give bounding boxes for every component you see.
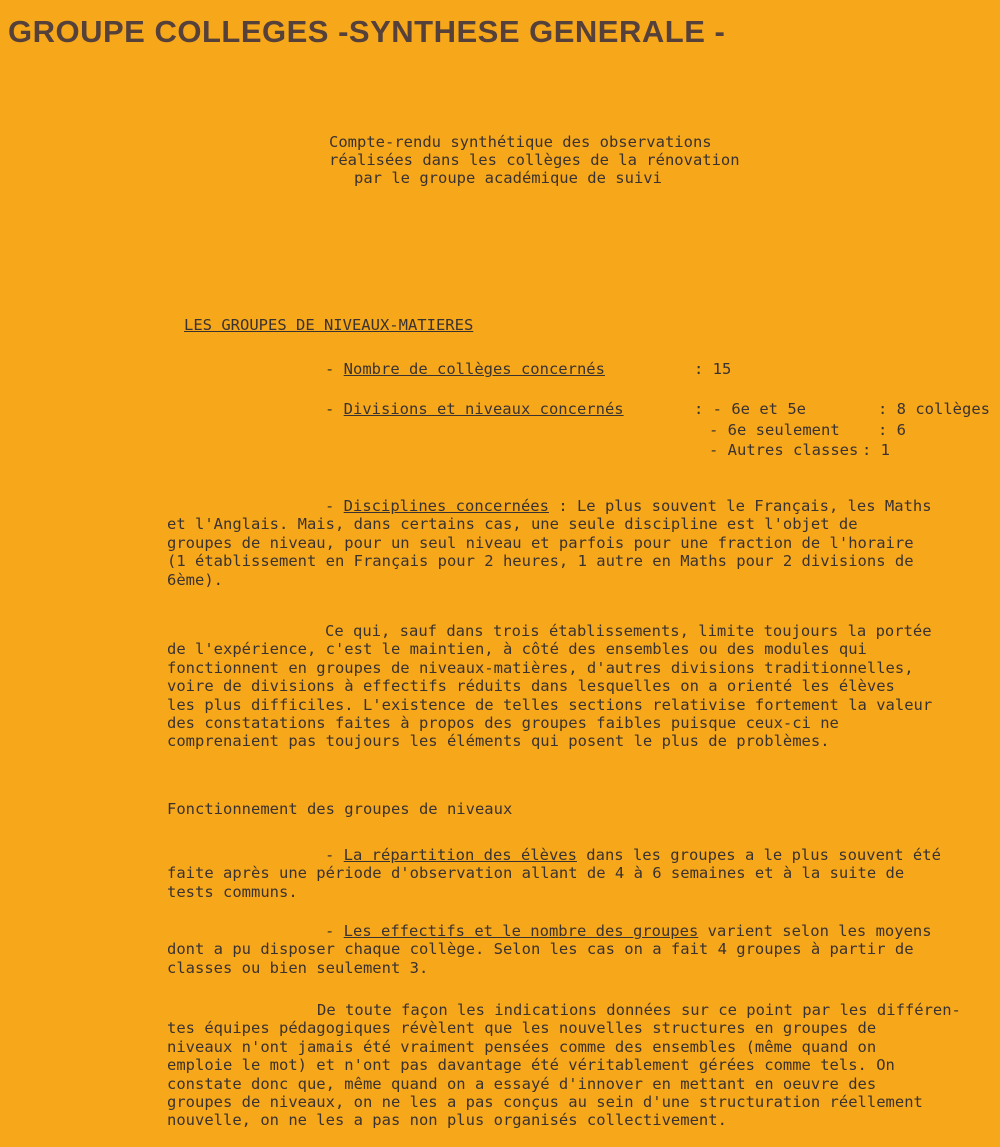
divisions-item-2-value: : 6	[878, 421, 906, 439]
document-title: GROUPE COLLEGES -SYNTHESE GENERALE -	[8, 14, 726, 49]
paragraph-2: Ce qui, sauf dans trois établissements, limite toujours la portée de l'expérience, c'est le maintien, à côté des ensembles ou des modules qui fonctionnent en groupes de niveaux-matières, d'autres divisions traditionnelles, voire de divisions à effectifs réduits dans lesquelles on a orienté les élèves les plus difficiles. L'existence de telles sections relativise fortement la valeur des constatations faites à propos des groupes faibles puisque ceux-ci ne comprenaient pas toujours les éléments qui posent le plus de problèmes.	[167, 622, 933, 751]
disciplines-paragraph: - Disciplines concernées : Le plus souvent le Français, les Maths et l'Anglais. Mais, dans certains cas, une seule discipline est l'objet de groupes de niveau, pour un seul niveau et parfois pour une fraction de l'horaire (1 établissement en Français pour 2 heures, 1 autre en Maths pour 2 divisions de 6ème).	[167, 497, 932, 589]
divisions-item-2-label: - 6e seulement	[709, 421, 840, 439]
divisions-item-1-value: : 8 collèges	[878, 400, 990, 418]
colleges-count-label: - Nombre de collèges concernés	[325, 360, 605, 378]
effectifs-paragraph: - Les effectifs et le nombre des groupes varient selon les moyens dont a pu disposer chaque collège. Selon les cas on a fait 4 groupes à partir de classes ou bien seulement 3.	[167, 922, 932, 977]
intro-line-1: Compte-rendu synthétique des observations	[329, 133, 712, 151]
colleges-count-value: : 15	[694, 360, 732, 378]
divisions-item-3-value: : 1	[862, 441, 890, 459]
intro-line-3: par le groupe académique de suivi	[354, 169, 662, 187]
colleges-count-text: Nombre de collèges concernés	[343, 360, 605, 378]
intro-line-2: réalisées dans les collèges de la rénovation	[329, 151, 740, 169]
divisions-item-1-label: : - 6e et 5e	[694, 400, 806, 418]
divisions-label-text: Divisions et niveaux concernés	[343, 400, 624, 418]
paragraph-final: De toute façon les indications données sur ce point par les différen- tes équipes pédagogiques révèlent que les nouvelles structures en groupes de niveaux n'ont jamais été vraiment pensées comme des ensembles (même quand on emploie le mot) et n'ont pas davantage été véritablement gérées comme tels. On constate donc que, même quand on a essayé d'innover en mettant en oeuvre des groupes de niveaux, on ne les a pas conçus au sein d'une structuration réellement nouvelle, on ne les a pas non plus organisés collectivement.	[167, 1001, 961, 1130]
section-heading: LES GROUPES DE NIVEAUX-MATIERES	[184, 316, 474, 334]
repartition-paragraph: - La répartition des élèves dans les groupes a le plus souvent été faite après une période d'observation allant de 4 à 6 semaines et à la suite de tests communs.	[167, 846, 941, 901]
repartition-heading: La répartition des élèves	[343, 846, 577, 864]
disciplines-heading: Disciplines concernées	[343, 497, 549, 515]
subheading: Fonctionnement des groupes de niveaux	[167, 800, 513, 818]
effectifs-heading: Les effectifs et le nombre des groupes	[343, 922, 699, 940]
divisions-label: - Divisions et niveaux concernés	[325, 400, 624, 418]
divisions-item-3-label: - Autres classes	[709, 441, 859, 459]
